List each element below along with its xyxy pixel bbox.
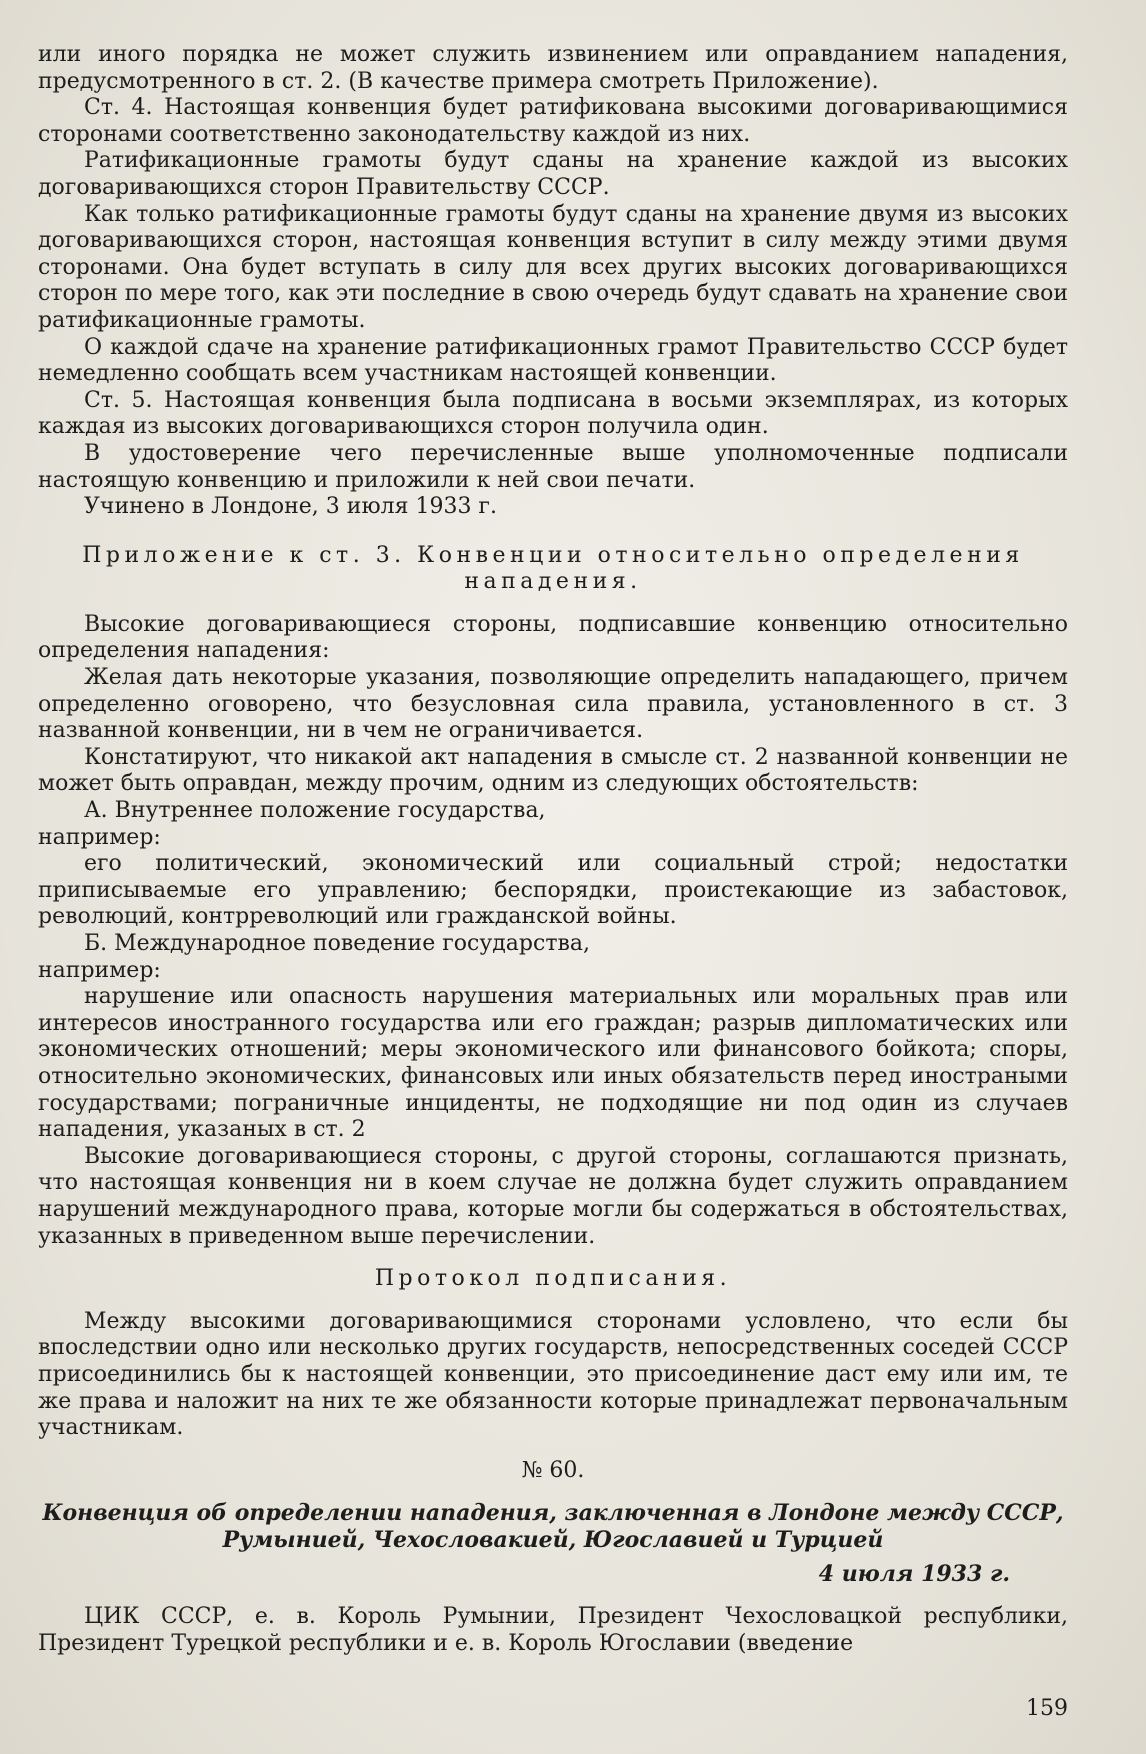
annex-heading: Приложение к ст. 3. Конвенции относительно определения нападения. [82,542,1024,595]
paragraph: Между высокими договаривающимися сторонами условлено, что если бы впоследствии одно или несколько других государств, непосредственных соседей СССР присоединились бы к настоящей конвенции, это присоединение даст ему или им, те же права и наложит на них те же обязанности которые принадлежат первоначальным участникам. [38,1308,1068,1441]
paragraph: Ратификационные грамоты будут сданы на хранение каждой из высоких договаривающихся сторон Правительству СССР. [38,148,1068,200]
protocol-heading: Протокол подписания. [374,1266,732,1292]
document-body [38,42,1068,1657]
page-number: 159 [1026,1696,1068,1721]
section-a-lead: например: [38,824,161,850]
document-title: Конвенция об определении нападения, заключенная в Лондоне между СССР, Румынией, Чехословакией, Югославией и Турцией [42,1500,1064,1553]
paragraph: нарушение или опасность нарушения материальных или моральных прав или интересов иностранного государства или его граждан; разрыв дипломатических или экономических отношений; меры экономического или финансового бойкота; споры, относительно экономических, финансовых или иных обязательств перед иностраными государствами; пограничные инциденты, не подходящие ни под один из случаев нападения, указаных в ст. 2 [38,984,1068,1143]
section-b-lead: например: [38,957,161,983]
paragraph: Ст. 4. Настоящая конвенция будет ратификована высокими договаривающимися сторонами соответственно законодательству каждой из них. [38,95,1068,147]
paragraph: Ст. 5. Настоящая конвенция была подписана в восьми экземплярах, из которых каждая из высоких договаривающихся сторон получила один. [38,387,1068,440]
paragraph: Как только ратификационные грамоты будут сданы на хранение двумя из высоких договаривающихся сторон, настоящая конвенция вступит в силу между этими двумя сторонами. Она будет вступать в силу для всех других высоких договаривающихся сторон по мере того, как эти последние в свою очередь будут сдавать на хранение свои ратификационные грамоты. [38,201,1068,333]
paragraph: В удостоверение чего перечисленные выше уполномоченные подписали настоящую конвенцию и приложили к ней свои печати. [38,440,1068,493]
document-date: 4 июля 1933 г. [818,1561,1010,1588]
paragraph: О каждой сдаче на хранение ратификационных грамот Правительство СССР будет немедленно сообщать всем участникам настоящей конвенции. [38,334,1068,387]
paragraph: Учинено в Лондоне, 3 июля 1933 г. [84,494,497,520]
paragraph: Высокие договаривающиеся стороны, с другой стороны, соглашаются признать, что настоящая конвенция ни в коем случае не должна будет служить оправданием нарушений международного права, которые могли бы содержаться в обстоятельствах, указанных в приведенном выше перечислении. [38,1143,1068,1249]
paragraph: Желая дать некоторые указания, позволяющие определить нападающего, причем определенно оговорено, что безусловная сила правила, установленного в ст. 3 названной конвенции, ни в чем не ограничивается. [38,665,1068,744]
paragraph: его политический, экономический или социальный строй; недостатки приписываемые его управлению; беспорядки, проистекающие из забастовок, революций, контрреволюций или гражданской войны. [38,851,1068,930]
section-a-title: А. Внутреннее положение государства, [84,798,546,824]
paragraph: Констатируют, что никакой акт нападения в смысле ст. 2 названной конвенции не может быть оправдан, между прочим, одним из следующих обстоятельств: [38,744,1068,797]
paragraph: Высокие договаривающиеся стороны, подписавшие конвенцию относительно определения нападения: [38,611,1068,664]
paragraph: ЦИК СССР, е. в. Король Румынии, Президент Чехословацкой республики, Президент Турецкой республики и е. в. Король Югославии (введение [38,1604,1068,1656]
document-number: № 60. [521,1457,585,1483]
paragraph: или иного порядка не может служить извинением или оправданием нападения, предусмотренного в ст. 2. (В качестве примера смотреть Приложение). [38,42,1068,94]
section-b-title: Б. Международное поведение государства, [84,931,590,956]
